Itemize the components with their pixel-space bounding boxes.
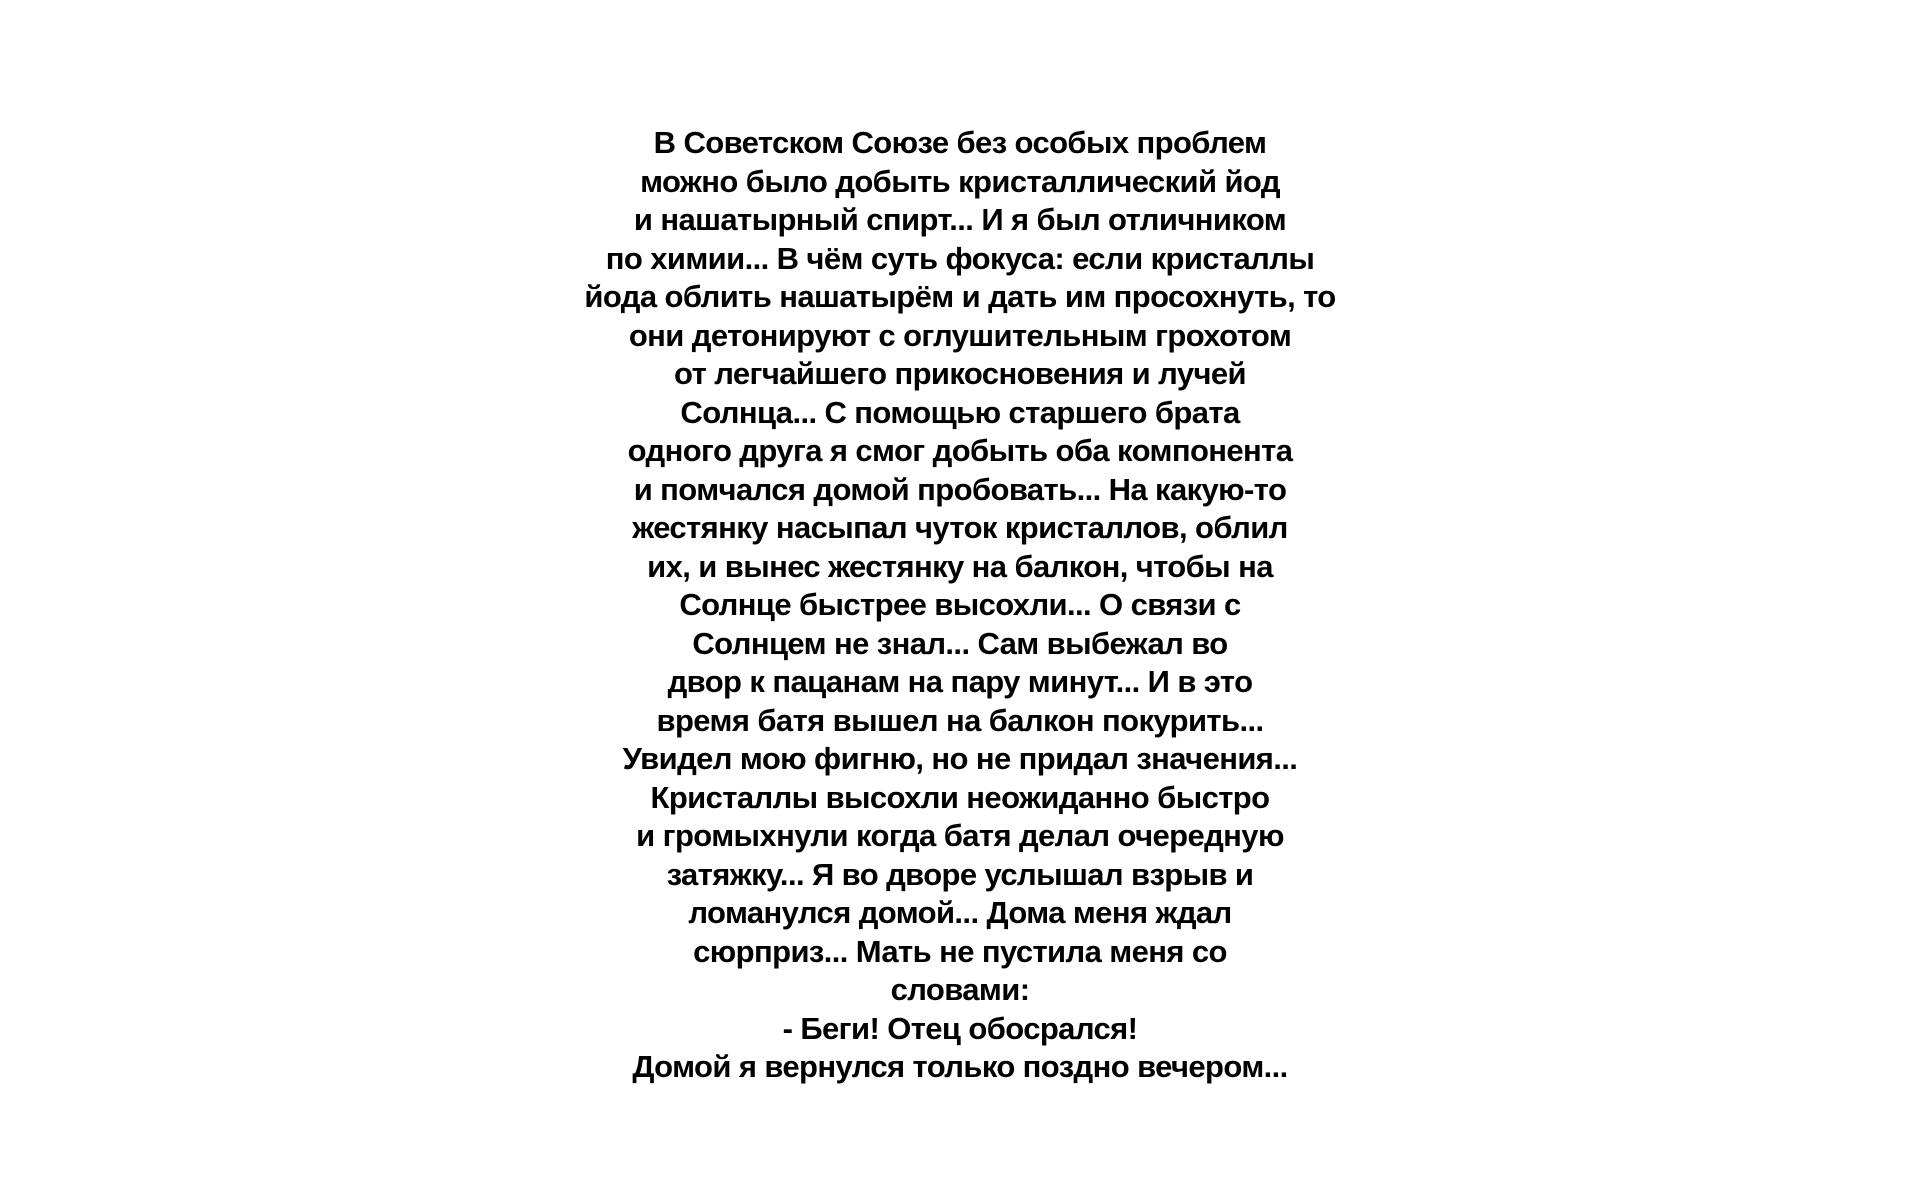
story-line: Домой я вернулся только поздно вечером... <box>632 1049 1288 1084</box>
story-line: они детонируют с оглушительным грохотом <box>628 317 1292 353</box>
story-line: Солнцем не знал... Сам выбежал во <box>692 625 1228 661</box>
story-line: по химии... В чём суть фокуса: если кристаллы <box>605 240 1315 276</box>
story-line: и помчался домой пробовать... На какую-то <box>633 471 1287 507</box>
story-line: время батя вышел на балкон покурить... <box>656 702 1264 738</box>
story-line: Кристаллы высохли неожиданно быстро <box>650 779 1270 815</box>
story-line: Солнца... С помощью старшего брата <box>680 394 1240 430</box>
story-line: от легчайшего прикосновения и лучей <box>674 356 1246 391</box>
story-line: и громыхнули когда батя делал очередную <box>636 818 1284 853</box>
story-line: Увидел мою фигню, но не придал значения... <box>622 741 1298 776</box>
story-line: одного друга я смог добыть оба компонента <box>627 433 1293 468</box>
story-line: сюрприз... Мать не пустила меня со <box>693 933 1227 969</box>
story-line: можно было добыть кристаллический йод <box>640 163 1280 199</box>
story-line: йода облить нашатырём и дать им просохнуть, то <box>584 279 1336 314</box>
story-line: и нашатырный спирт... И я был отличником <box>633 202 1287 237</box>
story-line: словами: <box>890 972 1030 1007</box>
story-text <box>0 124 1920 1087</box>
story-line: ломанулся домой... Дома меня ждал <box>688 895 1232 930</box>
story-line: В Советском Союзе без особых проблем <box>653 125 1267 160</box>
story-line: жестянку насыпал чуток кристаллов, облил <box>632 510 1288 545</box>
story-line: Солнце быстрее высохли... О связи с <box>679 587 1241 622</box>
story-line: двор к пацанам на пару минут... И в это <box>667 664 1253 699</box>
story-line: их, и вынес жестянку на балкон, чтобы на <box>647 548 1273 584</box>
story-line: затяжку... Я во дворе услышал взрыв и <box>666 856 1254 892</box>
story-line: - Беги! Отец обосрался! <box>782 1010 1138 1046</box>
